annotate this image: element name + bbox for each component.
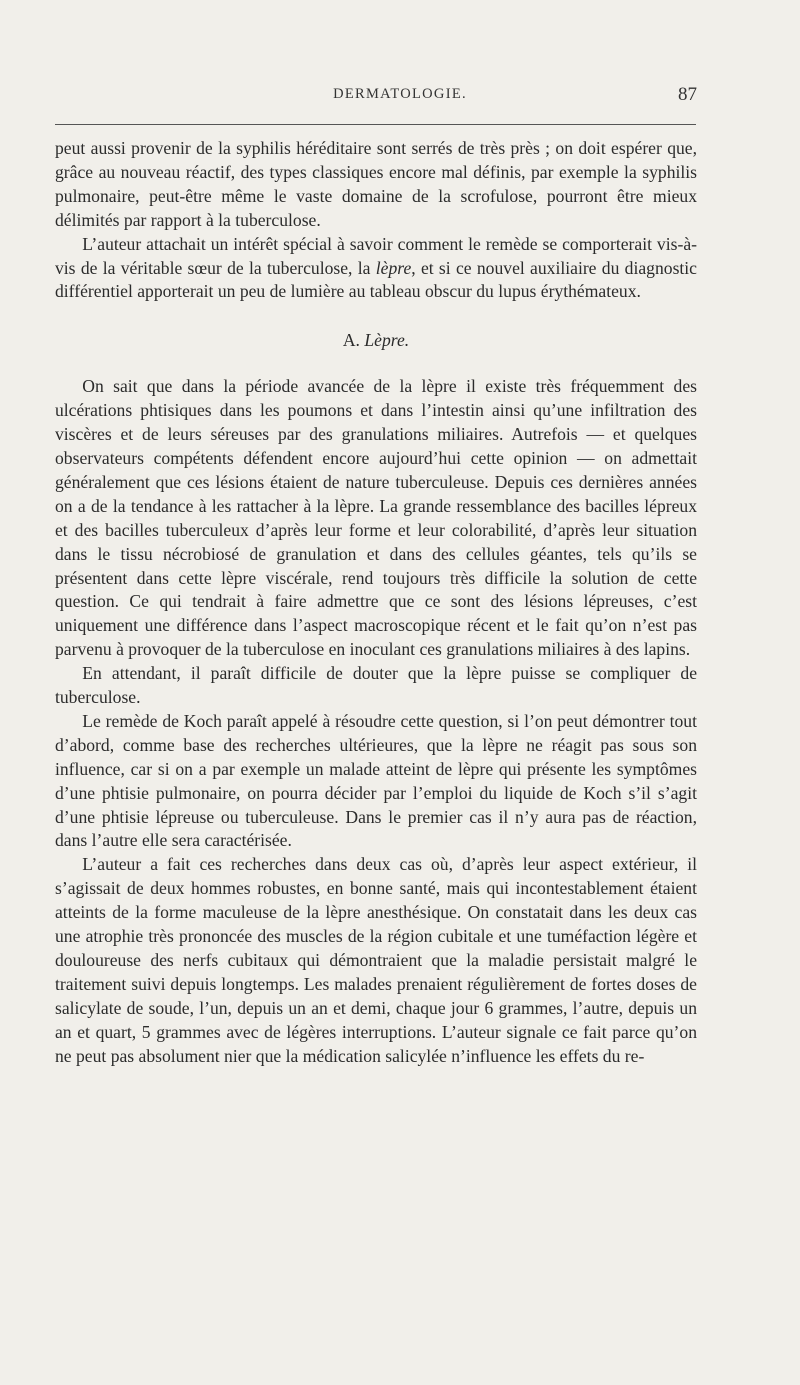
paragraph-lepre-intro [55, 233, 697, 305]
paragraph-text: , et si ce nouvel auxiliaire du diagnostic différentiel apporterait un peu de lumière au tableau obscur du lupus érythémateux. [55, 257, 697, 302]
header-rule [55, 124, 696, 125]
section-heading [55, 304, 697, 375]
page-number: 87 [678, 84, 697, 105]
paragraph: L’auteur a fait ces recherches dans deux cas où, d’après leur aspect extérieur, il s’agissait de deux hommes robustes, en bonne santé, mais qui incontestablement étaient atteints de la forme maculeuse de la lèpre anesthésique. On constatait dans les deux cas une atrophie très prononcée des muscles de la région cubitale et une tuméfaction légère et douloureuse des nerfs cubitaux qui démontraient que la maladie persistait malgré le traitement suivi depuis longtemps. Les malades prenaient régulièrement de fortes doses de salicylate de soude, l’un, depuis un an et demi, chaque jour 6 grammes, l’autre, depuis un an et quart, 5 grammes avec de légères interruptions. L’auteur signale ce fait parce qu’on ne peut pas absolument nier que la médication salicylée n’influence les effets du re- [55, 854, 697, 1066]
paragraph-text: L’auteur attachait un intérêt spécial à savoir comment le remède se comporterait vis-à-vis de la véritable sœur de la tuberculose, la [55, 233, 697, 278]
paragraph: Le remède de Koch paraît appelé à résoudre cette question, si l’on peut démontrer tout d’abord, comme base des recherches ultérieures, que la lèpre ne réagit pas sous son influence, car si on a par exemple un malade atteint de lèpre qui présente les symptômes d’une phtisie pulmonaire, on pourra décider par l’emploi du liquide de Koch s’il s’agit d’une phtisie lépreuse ou tuberculeuse. Dans le premier cas il n’y aura pas de réaction, dans l’autre elle sera caractérisée. [55, 710, 697, 851]
page-body [55, 137, 697, 1069]
running-title: DERMATOLOGIE. [333, 86, 467, 102]
paragraph: On sait que dans la période avancée de la lèpre il existe très fréquemment des ulcérations phtisiques dans les poumons et dans l’intestin ainsi qu’une infiltration des viscères et de leurs séreuses par des granulations miliaires. Autrefois — et quelques observateurs compétents défendent encore aujourd’hui cette opinion — on admettait généralement que ces lésions étaient de nature tuberculeuse. Depuis ces dernières années on a de la tendance à les rattacher à la lèpre. La grande ressemblance des bacilles lépreux et des bacilles tuberculeux d’après leur forme et leur colorabilité, d’après leur situation dans le tissu nécrobiosé de granulation et dans des cellules géantes, tels qu’ils se présentent dans cette lèpre viscérale, rend toujours très difficile la solution de cette question. Ce qui tendrait à faire admettre que ce sont des lésions lépreuses, c’est uniquement une différence dans l’aspect macroscopique récent et le fait qu’on n’est pas parvenu à provoquer de la tuberculose en inoculant ces granulations miliaires à des lapins. [55, 376, 697, 660]
page-header [0, 86, 800, 110]
section-label: A. [342, 330, 360, 351]
paragraph: En attendant, il paraît difficile de douter que la lèpre puisse se compliquer de tuberculose. [55, 663, 697, 708]
italic-term: lèpre [375, 257, 412, 278]
section-title: Lèpre. [364, 330, 410, 351]
paragraph-continued: peut aussi provenir de la syphilis héréditaire sont serrés de très près ; on doit espérer que, grâce au nouveau réactif, des types classiques encore mal définis, par exemple la syphilis pulmonaire, peut-être même le vaste domaine de la scrofulose, pourront être mieux délimités par rapport à la tuberculose. [55, 138, 697, 230]
